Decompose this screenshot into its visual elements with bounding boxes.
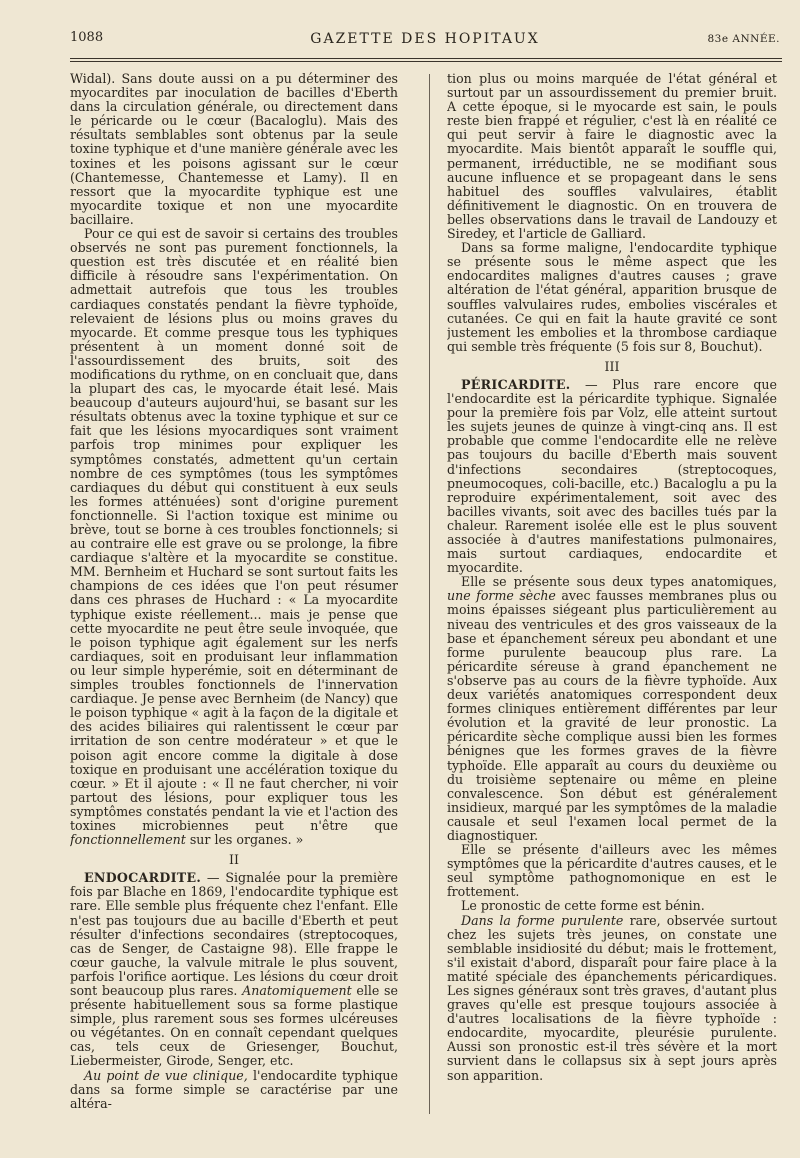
paragraph-symptomes: Elle se présente d'ailleurs avec les mêmes symptômes que la péricardite d'autres causes, et le seul symptôme pathognomonique en est le frottement. [447,842,777,900]
section-number-ii: II [229,852,239,868]
paragraph-text: — Plus rare encore que l'endocardite est la péricardite typhique. Signalée pour la première fois par Volz, elle atteint surtout les sujets jeunes de quinze à vingt-cinq ans. Il est probable que comme l'endocardite elle ne relève pas toujours du bacille d'Eberth mais souvent d'infections secondaires (streptocoques, pneumocoques, coli-bacille, etc.) Bacaloglu a pu la reproduire expérimentalement, soit avec des bacilles vivants, soit avec des bacilles tués par la chaleur. Rarement isolée elle est le plus souvent associée à d'autres manifestations pulmonaires, mais surtout cardiaques, endocardite et myocardite. [447,376,777,576]
paragraph-clinical [70,1069,398,1111]
page-header [70,30,780,56]
paragraph-endocardite [70,871,398,1068]
italic-term: fonctionnellement [70,832,186,848]
year-label: 83e ANNÉE. [707,33,780,45]
section-number-iii: III [604,358,620,374]
paragraph-pronostic: Le pronostic de cette forme est bénin. [461,898,705,914]
paragraph-text: avec fausses membranes plus ou moins épaisses siégeant plus particulièrement au niveau des ventricules et des gros vaisseaux de la base et épanchement séreux peu abondant et une forme purulente beaucoup plus rare. La péricardite séreuse à grand épanchement ne s'observe pas au cours de la fièvre typhoïde. Aux deux variétés anatomiques correspondent deux formes cliniques entièrement différentes par leur évolution et la gravité de leur pronostic. La péricardite sèche complique aussi bien les formes bénignes que les formes graves de la fièvre typhoïde. Elle apparaît au cours du deuxième ou du troisième septenaire ou même en pleine convalescence. Son début est généralement insidieux, marqué par les symptômes de la maladie causale et seul l'examen local permet de la diagnostiquer. [447,588,777,843]
section-heading-pericardite: PÉRICARDITE. [461,376,571,392]
right-column [447,72,777,1122]
paragraph-text: Pour ce qui est de savoir si certains des troubles observés ne sont pas purement fonctionnels, la question est très discutée et en réalité bien difficile à résoudre sans l'expérimentation. On admettait autrefois que tous les troubles cardiaques constatés pendant la fièvre typhoïde, relevaient de lésions plus ou moins graves du myocarde. Et comme presque tous les typhiques présentent à un moment donné soit de l'assourdissement des bruits, soit des modifications du rythme, on en concluait que, dans la plupart des cas, le myocarde était lesé. Mais beaucoup d'auteurs aujourd'hui, se basant sur les résultats obtenus avec la toxine typhique et sur ce fait que les lésions myocardiques sont vraiment parfois trop minimes pour expliquer les symptômes constatés, admettent qu'un certain nombre de ces symptômes (tous les symptômes cardiaques du début qui constituent à eux seuls les formes atténuées) sont d'origine purement fonctionnelle. Si l'action toxique est minime ou brève, tout se borne à ces troubles fonctionnels; si au contraire elle est grave ou se prolonge, la fibre cardiaque s'altère et la myocardite se constitue. MM. Bernheim et Huchard se sont surtout faits les champions de ces idées que l'on peut résumer dans ces phrases de Huchard : « La myocardite typhique existe réellement... mais je pense que cette myocardite ne peut être seule invoquée, que le poison typhique agit également sur les nerfs cardiaques, soit en produisant leur inflammation ou leur simple hyperémie, soit en déterminant de simples troubles fonctionnels de l'innervation cardiaque. Je pense avec Bernheim (de Nancy) que le poison typhique « agit à la façon de la digitale et des acides biliaires qui ralentissent le cœur par irritation de son centre modérateur » et que le poison agit encore comme la digitale à dose toxique en produisant une accélération toxique du cœur. » Et il ajoute : « Il ne faut chercher, ni voir partout des lésions, pour expliquer tous les symptômes constatés pendant la vie et l'action des toxines microbiennes peut n'être que [70,226,398,833]
paragraph-text: rare, observée surtout chez les sujets très jeunes, on constate une semblable insidiosité du début; mais le frottement, s'il existait d'abord, disparaît pour faire place à la matité spéciale des épanchements péricardiques. Les signes généraux sont très graves, d'autant plus graves qu'elle est presque toujours associée à d'autres localisations de la fièvre typhoïde : endocardite, myocardite, pleurésie purulente. Aussi son pronostic est-il très sévère et la mort survient dans le collapsus six à sept jours après son apparition. [447,912,777,1083]
paragraph-maligne: Dans sa forme maligne, l'endocardite typhique se présente sous le même aspect que les endocardites malignes d'autres causes ; grave altération de l'état général, apparition brusque de souffles valvulaires rudes, embolies viscérales et cutanées. Ce qui en fait la haute gravité ce sont justement les embolies et la thrombose cardiaque qui semble très fréquente (5 fois sur 8, Bouchut). [447,240,777,354]
italic-term: Anatomiquement [242,983,352,998]
section-heading-endocardite: ENDOCARDITE. [84,870,202,886]
paragraph-types-anatomiques [447,575,777,843]
paragraph-myocardite-origin: Widal). Sans doute aussi on a pu déterminer des myocardites par inoculation de bacilles d'Eberth dans la circulation générale, ou directement dans le péricarde ou le cœur (Bacaloglu). Mais des résultats semblables sont obtenus par la seule toxine typhique et d'une manière générale avec les toxines et les poisons agissant sur le cœur (Chantemesse, Chantemesse et Lamy). Il en ressort que la myocardite typhique est une myocardite toxique et non une myocardite bacillaire. [70,72,398,227]
journal-title: GAZETTE DES HOPITAUX [310,31,540,47]
paragraph-text-end: sur les organes. » [189,832,304,848]
column-divider [429,74,430,1114]
paragraph-functional-troubles [70,227,398,847]
paragraph-text: l'endocardite typhique dans sa forme simple se caractérise par une altéra- [70,1067,398,1111]
page-number: 1088 [70,30,104,45]
paragraph-text-start: Elle se présente sous deux types anatomiques, [461,574,777,590]
header-rule-top [70,58,782,59]
paragraph-forme-purulente [447,914,777,1083]
italic-term: Au point de vue clinique, [84,1067,248,1083]
header-rule-bottom [70,61,782,62]
paragraph-text: — Signalée pour la première fois par Blache en 1869, l'endocardite typhique est rare. Elle semble plus fréquente chez l'enfant. Elle n'est pas toujours due au bacille d'Eberth et peut résulter d'infections secondaires (streptocoques, cas de Senger, de Castaigne 98). Elle frappe le cœur gauche, la valvule mitrale le plus souvent, parfois l'orifice aortique. Les lésions du cœur droit sont beaucoup plus rares. [70,870,398,998]
italic-term: Dans la forme purulente [461,912,624,928]
paragraph-pericardite [447,378,777,575]
left-column [70,72,398,1122]
italic-term: une forme sèche [447,588,556,604]
paragraph-text-end: elle se présente habituellement sous sa forme plastique simple, plus rarement sous ses formes ulcéreuses ou végétantes. On en connaît cependant quelques cas, tels ceux de Griesenger, Bouchut, Liebermeister, Girode, Senger, etc. [70,983,398,1069]
paragraph-endocardite-continued: tion plus ou moins marquée de l'état général et surtout par un assourdissement du premier bruit. A cette époque, si le myocarde est sain, le pouls reste bien frappé et régulier, c'est là en réalité ce qui peut servir à faire le diagnostic avec la myocardite. Mais bientôt apparaît le souffle qui, permanent, irréductible, ne se modifiant sous aucune influence et se propageant dans le sens habituel des souffles valvulaires, établit définitivement le diagnostic. On en trouvera de belles observations dans le travail de Landouzy et Siredey, et l'article de Galliard. [447,72,777,242]
